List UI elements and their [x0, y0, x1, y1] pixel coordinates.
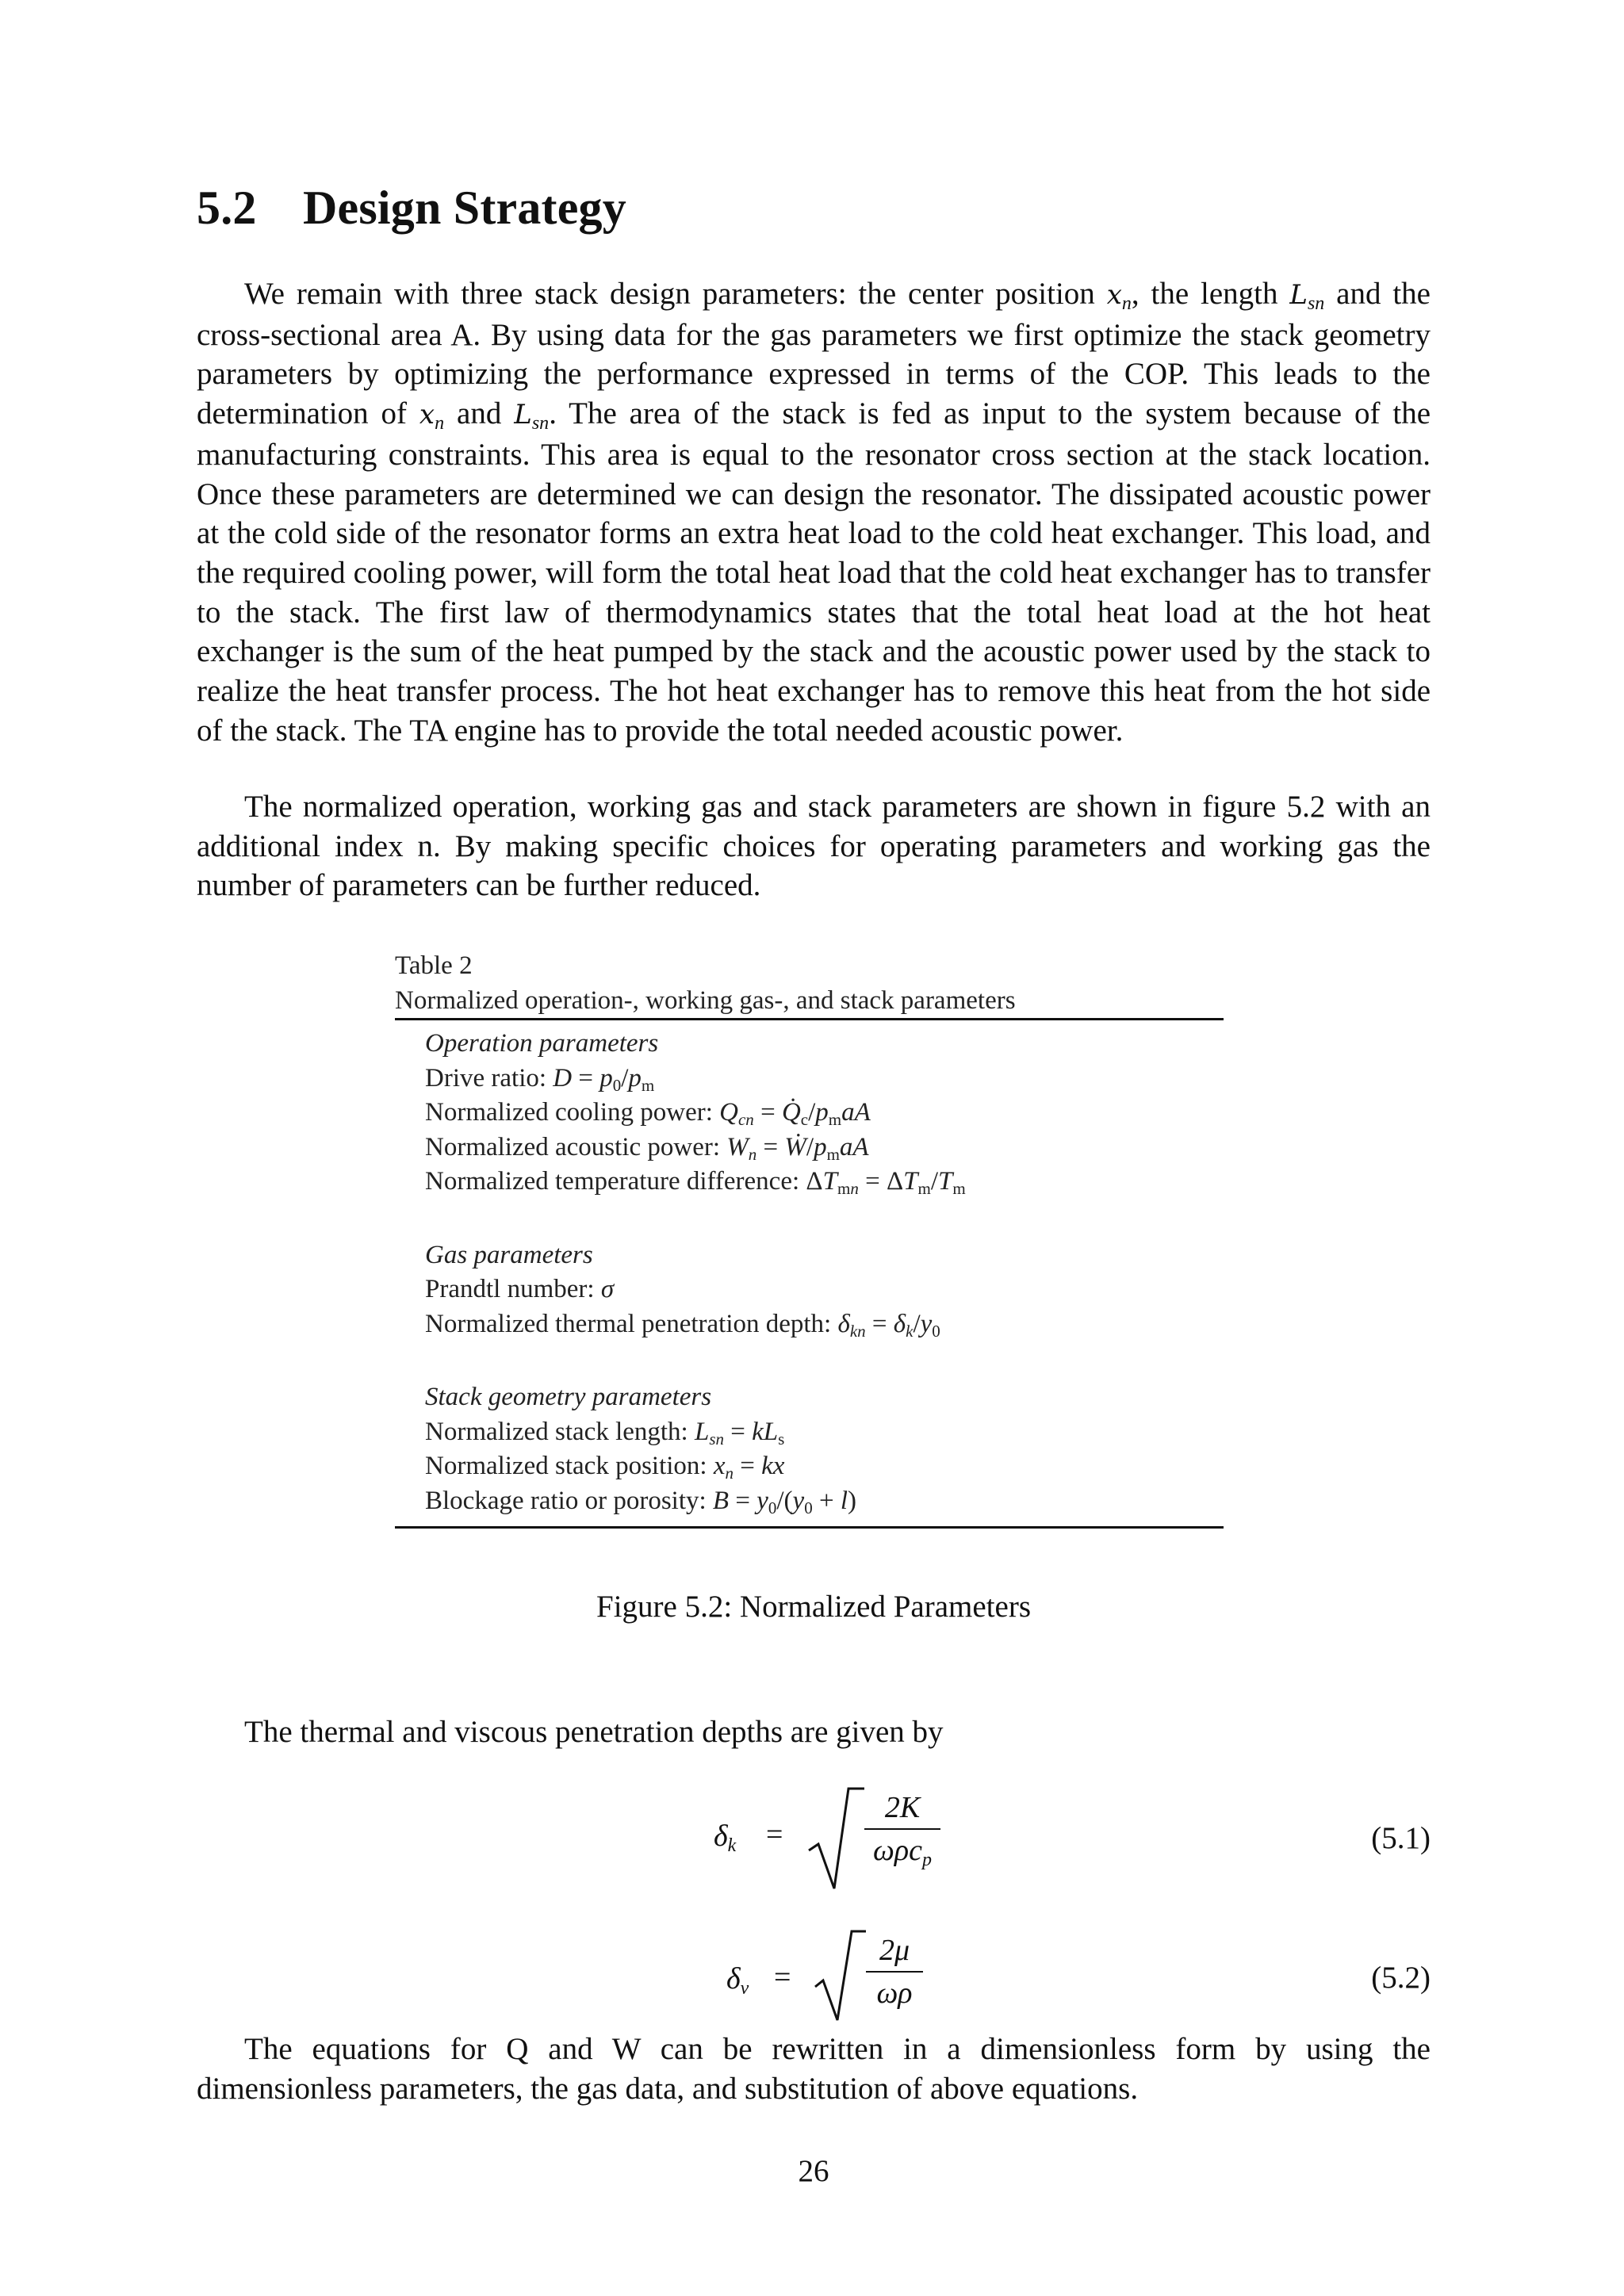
equation-fraction: 2K ωρc$_p$	[864, 1790, 940, 1868]
paragraph-2: The normalized operation, working gas and stack parameters are shown in figure 5.2 with an additional index n. By making specific choices for operating parameters and working gas the number of parameters can be further reduced.	[197, 790, 1431, 903]
equation-fraction: 2μ ωρ	[866, 1933, 923, 2011]
table-body	[395, 1020, 1224, 1526]
figure-caption: Figure 5.2: Normalized Parameters	[596, 1590, 1031, 1624]
penetration-depth-row: Normalized thermal penetration depth: δkn = δk/y0	[425, 1309, 940, 1341]
sqrt-sign	[807, 1787, 864, 1892]
sqrt-sign	[814, 1930, 866, 2023]
stack-geometry-title: Stack geometry parameters	[425, 1383, 712, 1411]
cooling-power-row: Normalized cooling power: Qcn = Q̇c/pmaA	[425, 1098, 871, 1129]
equation-lhs: $\delta_v$	[726, 1962, 749, 1999]
page-number: 26	[798, 2154, 829, 2188]
table-bottom-rule	[395, 1526, 1224, 1529]
parameters-table	[395, 948, 1224, 1529]
gas-parameters-title: Gas parameters	[425, 1240, 593, 1269]
prandtl-row: Prandtl number: σ	[425, 1275, 615, 1303]
equation-5-2: $\delta_v$ = 2μ ωρ (5.2)	[197, 1928, 1431, 2031]
operation-parameters-title: Operation parameters	[425, 1029, 659, 1058]
equation-lhs: $\delta_k$	[714, 1820, 737, 1856]
paragraph-3: The thermal and viscous penetration depths are given by	[244, 1715, 944, 1749]
stack-length-row: Normalized stack length: Lsn = kLs	[425, 1417, 785, 1448]
table-caption: Normalized operation-, working gas-, and stack parameters	[395, 986, 1016, 1015]
section-title: Design Strategy	[303, 182, 626, 234]
equation-5-1: $\delta_k$ = 2K ωρc$_p$ (5.1)	[197, 1784, 1431, 1887]
equation-number: (5.2)	[1371, 1961, 1431, 1995]
blockage-row: Blockage ratio or porosity: B = y0/(y0 + l)	[425, 1486, 856, 1517]
paragraph-4: The equations for Q and W can be rewritten in a dimensionless form by using the dimensionless parameters, the gas data, and substitution of above equations.	[197, 2032, 1431, 2106]
stack-position-row: Normalized stack position: xn = kx	[425, 1452, 785, 1483]
drive-ratio-row: Drive ratio: D = p0/pm	[425, 1063, 655, 1095]
acoustic-power-row: Normalized acoustic power: Wn = Ẇ/pmaA	[425, 1132, 869, 1164]
temperature-difference-row: Normalized temperature difference: ΔTmn = ΔTm/Tm	[425, 1167, 966, 1198]
equation-number: (5.1)	[1371, 1821, 1431, 1855]
section-heading	[197, 181, 626, 235]
paragraph-1: We remain with three stack design parameters: the center position $x_n$, the length $L_{sn}$ and the cross-sectional area A. By using data for the gas parameters we first optimize the stack geometry parameters by optimizing the performance expressed in terms of the COP. This leads to the determination of $x_n$ and $L_{sn}$. The area of the stack is fed as input to the system because of the manufacturing constraints. This area is equal to the resonator cross section at the stack location. Once these parameters are determined we can design the resonator. The dissipated acoustic power at the cold side of the resonator forms an extra heat load to the cold heat exchanger. This load, and the required cooling power, will form the total heat load that the cold heat exchanger has to transfer to the stack. The first law of thermodynamics states that the total heat load at the hot heat exchanger is the sum of the heat pumped by the stack and the acoustic power used by the stack to realize the heat transfer process. The hot heat exchanger has to remove this heat from the hot side of the stack. The TA engine has to provide the total needed acoustic power.	[197, 277, 1431, 748]
table-label: Table 2	[395, 951, 473, 980]
section-number: 5.2	[197, 182, 257, 234]
